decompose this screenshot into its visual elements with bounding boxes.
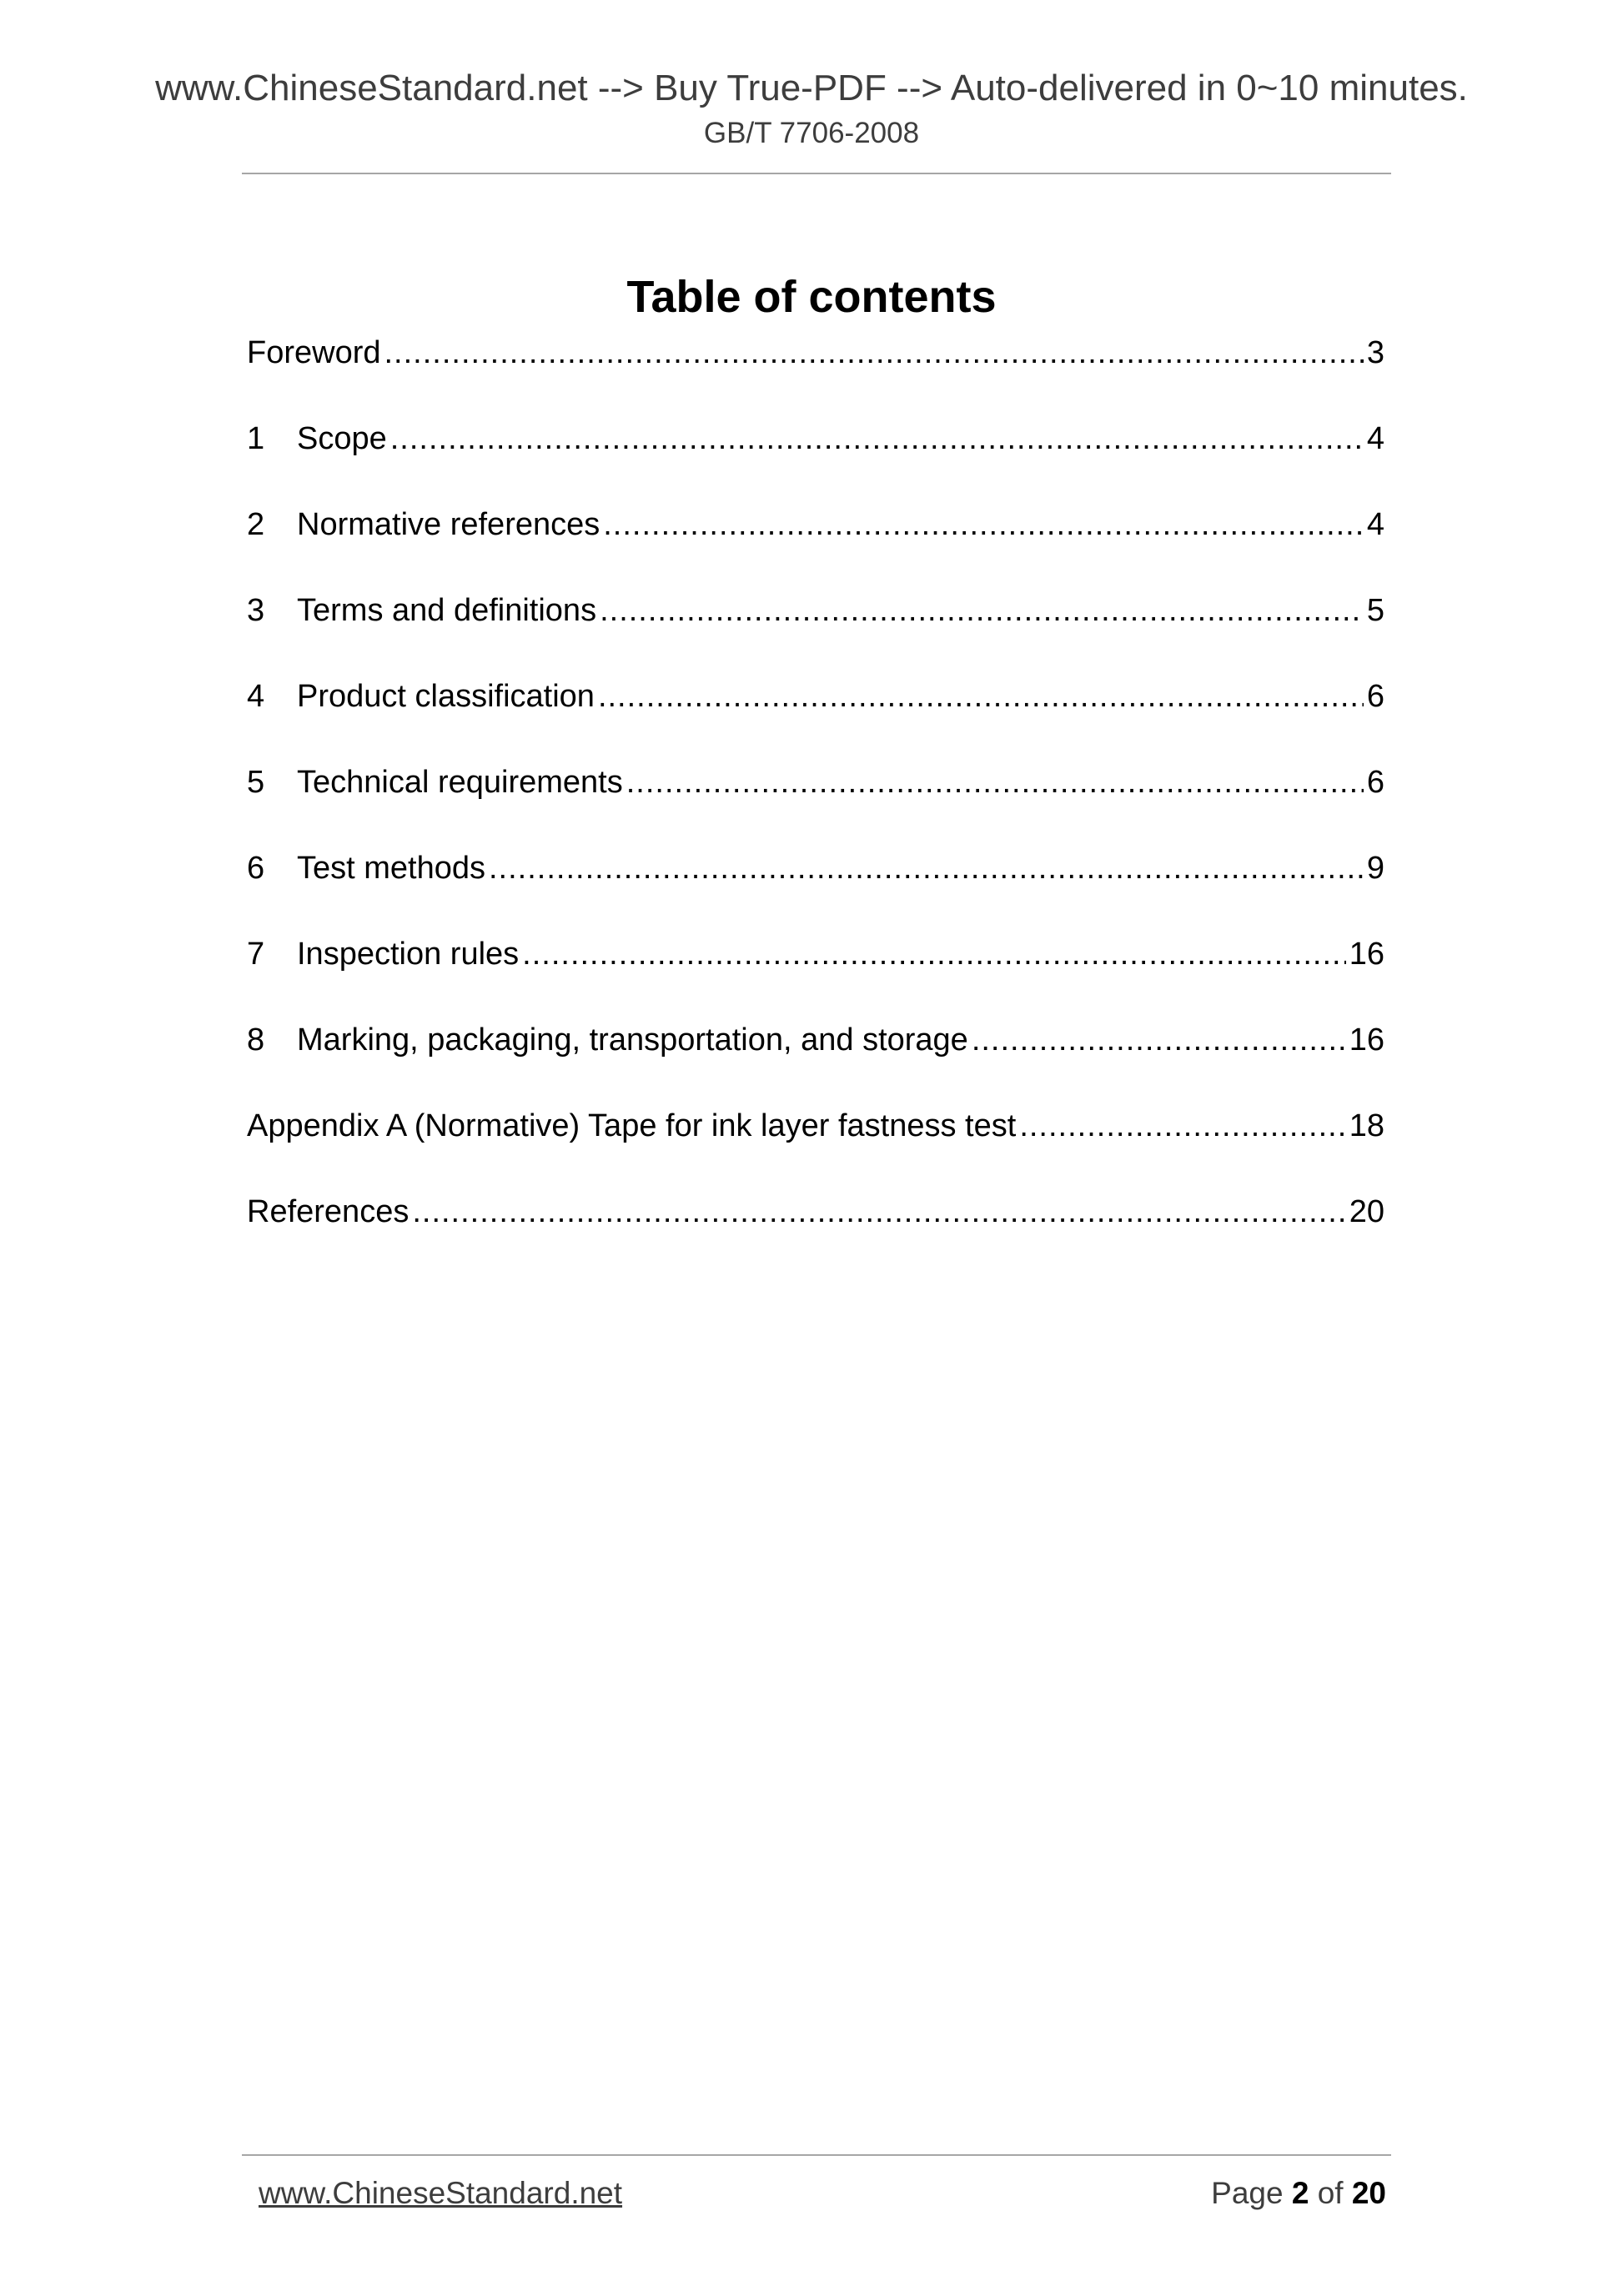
header-banner: www.ChineseStandard.net --> Buy True-PDF --> Auto-delivered in 0~10 minutes.	[155, 68, 1468, 108]
toc-entry-inspection-rules[interactable]	[247, 927, 1384, 1012]
page-number	[1211, 2170, 1386, 2217]
toc-entry-title: Normative references	[297, 507, 600, 542]
toc-entry-page: 16	[1349, 1022, 1384, 1058]
toc-leader-dots	[522, 927, 1346, 982]
toc-entry-number: 8	[247, 1022, 265, 1058]
toc-entry-page: 6	[1366, 679, 1384, 714]
footer-divider	[242, 2154, 1391, 2156]
toc-entry-normative-references[interactable]	[247, 497, 1384, 583]
toc-leader-dots	[603, 497, 1364, 552]
toc-leader-dots	[972, 1012, 1346, 1068]
page-footer	[259, 2170, 1386, 2217]
toc-entry-page: 9	[1366, 851, 1384, 886]
toc-entry-references[interactable]	[247, 1184, 1384, 1270]
toc-entry-page: 4	[1366, 421, 1384, 456]
toc-entry-number: 5	[247, 765, 265, 800]
toc-entry-technical-requirements[interactable]	[247, 755, 1384, 841]
toc-entry-product-classification[interactable]	[247, 669, 1384, 755]
toc-entry-title: Test methods	[297, 851, 485, 886]
page-of: of	[1317, 2176, 1344, 2210]
toc-entry-number: 7	[247, 937, 265, 972]
page-current: 2	[1291, 2176, 1309, 2210]
toc-entry-page: 5	[1366, 593, 1384, 628]
toc-leader-dots	[1019, 1098, 1345, 1153]
toc-entry-title: Product classification	[297, 679, 595, 714]
table-of-contents	[247, 325, 1384, 1270]
toc-entry-page: 6	[1366, 765, 1384, 800]
toc-leader-dots	[600, 583, 1364, 638]
toc-entry-test-methods[interactable]	[247, 841, 1384, 927]
toc-leader-dots	[412, 1184, 1345, 1239]
standard-code: GB/T 7706-2008	[703, 117, 920, 149]
toc-entry-title: Appendix A (Normative) Tape for ink layer fastness test	[247, 1108, 1017, 1143]
footer-site-link[interactable]: www.ChineseStandard.net	[259, 2176, 623, 2210]
toc-entry-number: 6	[247, 851, 265, 886]
toc-entry-marking-packaging[interactable]	[247, 1012, 1384, 1098]
toc-entry-title: References	[247, 1194, 410, 1229]
toc-entry-terms-and-definitions[interactable]	[247, 583, 1384, 669]
toc-entry-foreword[interactable]	[247, 325, 1384, 411]
toc-entry-appendix-a[interactable]	[247, 1098, 1384, 1184]
toc-entry-title: Technical requirements	[297, 765, 623, 800]
toc-entry-page: 18	[1349, 1108, 1384, 1143]
toc-leader-dots	[384, 325, 1364, 380]
toc-entry-title: Scope	[297, 421, 387, 456]
toc-leader-dots	[598, 669, 1364, 724]
toc-entry-title: Foreword	[247, 335, 381, 370]
page-total: 20	[1351, 2176, 1386, 2210]
toc-entry-page: 16	[1349, 937, 1384, 972]
toc-entry-number: 4	[247, 679, 265, 714]
toc-entry-page: 3	[1366, 335, 1384, 370]
toc-entry-title: Inspection rules	[297, 937, 520, 972]
toc-entry-page: 20	[1349, 1194, 1384, 1229]
header-divider	[242, 173, 1391, 174]
toc-entry-scope[interactable]	[247, 411, 1384, 497]
toc-entry-title: Terms and definitions	[297, 593, 597, 628]
toc-leader-dots	[489, 841, 1364, 896]
toc-entry-number: 1	[247, 421, 265, 456]
toc-leader-dots	[390, 411, 1364, 466]
page-title: Table of contents	[626, 272, 997, 323]
toc-entry-number: 3	[247, 593, 265, 628]
page-prefix: Page	[1211, 2176, 1284, 2210]
toc-entry-title: Marking, packaging, transportation, and storage	[297, 1022, 968, 1058]
toc-leader-dots	[626, 755, 1364, 810]
toc-entry-number: 2	[247, 507, 265, 542]
toc-entry-page: 4	[1366, 507, 1384, 542]
